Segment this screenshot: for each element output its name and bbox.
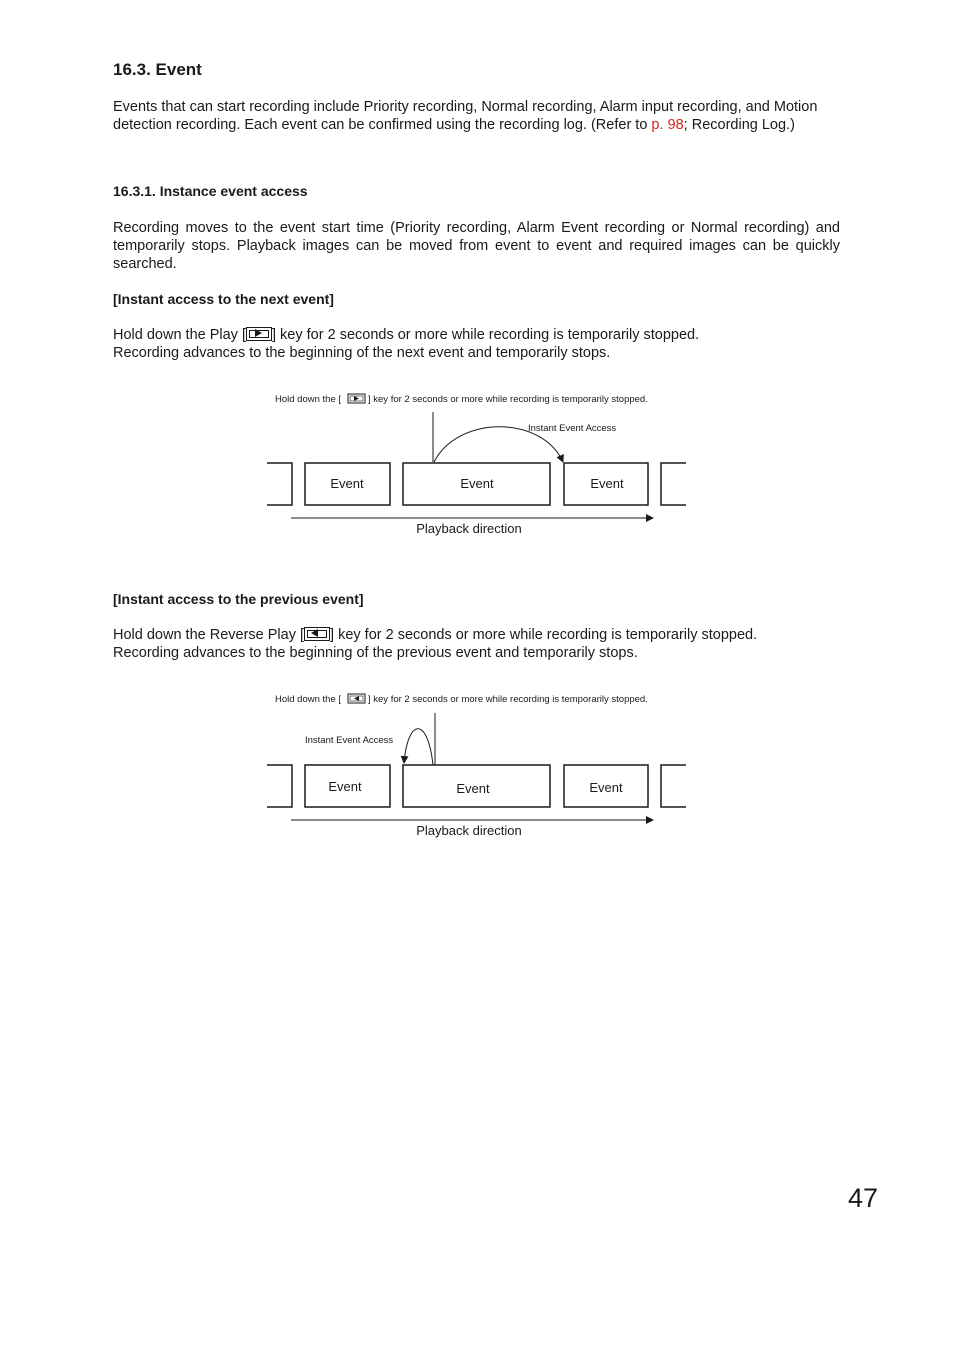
prev-event-heading: [Instant access to the previous event] [113, 591, 364, 607]
prev-event-line1-post: ] key for 2 seconds or more while recording is temporarily stopped. [330, 627, 758, 643]
playback-direction-label: Playback direction [416, 823, 522, 838]
event-label: Event [460, 476, 494, 491]
partial-event-right [661, 463, 686, 505]
partial-event-right [661, 765, 686, 807]
instant-access-arc [404, 729, 433, 765]
prev-diagram-caption-pre: Hold down the [ [275, 694, 342, 705]
intro-text-end: ; Recording Log.) [683, 117, 795, 133]
prev-diagram-caption-post: ] key for 2 seconds or more while recording is temporarily stopped. [368, 694, 648, 705]
reverse-play-key-icon [304, 627, 330, 641]
event-label: Event [328, 779, 362, 794]
reverse-play-key-small-icon [348, 694, 365, 703]
page-98-link[interactable]: p. 98 [651, 117, 684, 133]
event-label: Event [330, 476, 364, 491]
subsection-body: Recording moves to the event start time (Priority recording, Alarm Event recording or Normal recording) and temporarily stops. Playback images can be moved from event to event and required images can be quickly searched. [113, 220, 840, 272]
intro-paragraph [113, 98, 840, 134]
next-event-line1-post: ] key for 2 seconds or more while recording is temporarily stopped. [272, 327, 700, 343]
prev-event-diagram [0, 685, 954, 845]
prev-event-line1 [113, 626, 840, 644]
prev-event-line2: Recording advances to the beginning of the previous event and temporarily stops. [113, 645, 638, 661]
playback-direction-label: Playback direction [416, 521, 522, 536]
next-event-diagram [0, 385, 954, 545]
next-event-instructions [113, 326, 840, 362]
event-label: Event [590, 476, 624, 491]
prev-access-label: Instant Event Access [305, 735, 394, 746]
next-event-heading: [Instant access to the next event] [113, 291, 334, 307]
play-key-small-icon [348, 394, 365, 403]
subsection-title: 16.3.1. Instance event access [113, 183, 308, 199]
partial-event-left [267, 765, 292, 807]
section-title: 16.3. Event [113, 60, 202, 79]
next-event-line2: Recording advances to the beginning of the next event and temporarily stops. [113, 345, 611, 361]
next-access-label: Instant Event Access [528, 423, 617, 434]
prev-event-instructions [113, 626, 840, 662]
event-label: Event [589, 780, 623, 795]
prev-event-line1-pre: Hold down the Reverse Play [ [113, 627, 305, 643]
next-diagram-caption-pre: Hold down the [ [275, 394, 342, 405]
partial-event-left [267, 463, 292, 505]
next-event-line1-pre: Hold down the Play [ [113, 327, 246, 343]
event-label: Event [456, 781, 490, 796]
play-key-icon [246, 327, 272, 341]
page-number: 47 [848, 1183, 879, 1213]
next-diagram-caption-post: ] key for 2 seconds or more while recording is temporarily stopped. [368, 394, 648, 405]
intro-text: Events that can start recording include Priority recording, Normal recording, Alarm input recording, and Motion detection recording. Each event can be confirmed using the recording log. (Refer to [113, 99, 818, 133]
next-event-line1 [113, 326, 840, 344]
